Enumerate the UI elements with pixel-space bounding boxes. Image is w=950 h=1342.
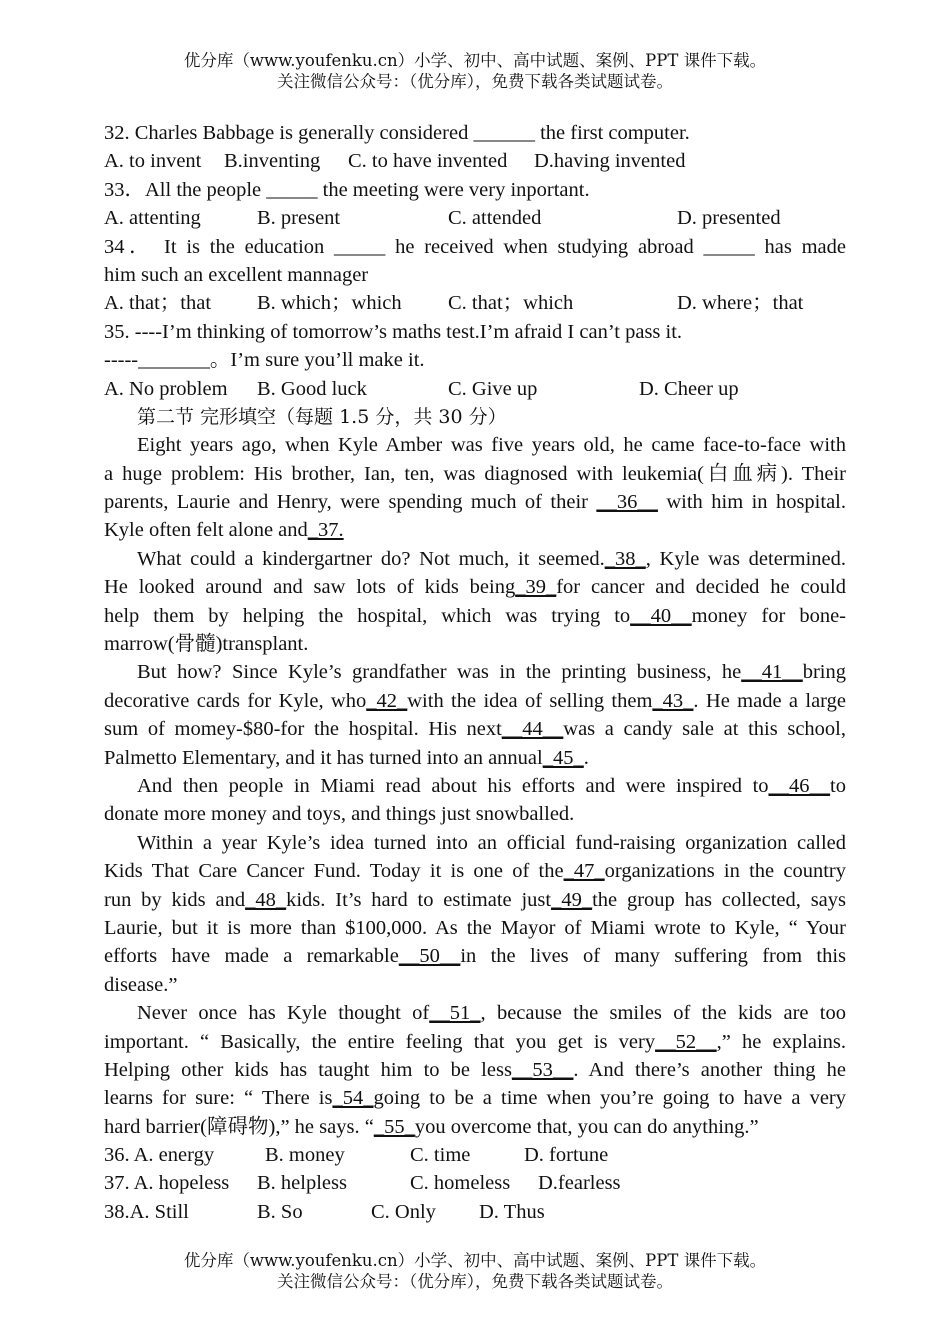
blank-53: __53__ [511, 1058, 574, 1081]
text: efforts have made a remarkable [104, 945, 399, 968]
passage-line: Eight years ago, when Kyle Amber was five years old, he came face-to-face with [137, 434, 846, 457]
blank-55: _55_ [373, 1115, 415, 1138]
text: He looked around and saw lots of kids being [104, 576, 516, 599]
text: going to be a time when you’re going to have a very [373, 1087, 846, 1110]
question-33-stem: 33．All the people _____ the meeting were very inportant. [104, 178, 590, 201]
text: sum of momey-$80-for the hospital. His next [104, 718, 502, 741]
option-c: C. time [410, 1144, 471, 1167]
option-a: A. attenting [104, 207, 201, 230]
passage-line: disease.” [104, 973, 178, 996]
option-a: 38.A. Still [104, 1200, 189, 1223]
option-a: A. to invent [104, 150, 202, 173]
text: What could a kindergartner do? Not much, it seemed. [137, 547, 605, 570]
passage-line [104, 772, 846, 800]
text: kids. It’s hard to estimate just [286, 888, 552, 911]
blank-49: _49_ [551, 888, 593, 911]
text: Palmetto Elementary, and it has turned into an annual [104, 746, 543, 769]
text: run by kids and [104, 888, 246, 911]
option-d: D. presented [677, 207, 781, 230]
text: in the lives of many suffering from this [460, 945, 846, 968]
answer-options-38 [104, 1198, 846, 1226]
text: Kyle often felt alone and [104, 519, 308, 542]
blank-47: _47_ [563, 860, 605, 883]
question-32-stem: 32. Charles Babbage is generally considered ______ the first computer. [104, 122, 690, 144]
blank-45: _45_ [542, 746, 584, 769]
text: But how? Since Kyle’s grandfather was in the printing business, he [137, 661, 742, 684]
blank-37: _37. [307, 519, 344, 542]
text: hard barrier(障碍物),” he says. “ [104, 1115, 374, 1138]
passage-line [104, 1056, 846, 1084]
option-b: B. money [265, 1144, 345, 1167]
text: was a candy sale at this school, [563, 718, 847, 741]
text: ,” he explains. [716, 1030, 846, 1053]
option-c: C. attended [448, 207, 542, 230]
text: help them by helping the hospital, which was trying to [104, 604, 631, 627]
question-34-options [104, 289, 846, 317]
text: . He made a large [693, 689, 846, 712]
option-b: B. which；which [257, 292, 402, 315]
text: the group has collected, says [592, 888, 846, 911]
blank-40: __40__ [630, 604, 692, 627]
passage-line: donate more money and toys, and things just snowballed. [104, 803, 575, 826]
text: with him in hospital. [666, 491, 846, 514]
section-title: 第二节 完形填空（每题 1.5 分，共 30 分） [137, 405, 507, 428]
text: you overcome that, you can do anything.” [414, 1115, 759, 1138]
passage-line [104, 602, 846, 630]
text: . And there’s another thing he [573, 1058, 846, 1081]
text: Kids That Care Cancer Fund. Today it is one of the [104, 860, 564, 883]
question-34-stem-line-2: him such an excellent mannager [104, 263, 369, 286]
page-footer [0, 1250, 950, 1292]
passage-line: Laurie, but it is more than $100,000. As the Mayor of Miami wrote to Kyle, “ Your [104, 916, 846, 939]
option-b: B. helpless [257, 1172, 347, 1195]
passage-line [104, 488, 846, 516]
blank-48: _48_ [245, 888, 287, 911]
page-header [0, 50, 950, 92]
text: bring [802, 661, 846, 684]
option-c: C. Give up [448, 377, 538, 400]
blank-36: __36__ [596, 491, 658, 514]
option-b: B. present [257, 207, 341, 230]
blank-44: __44__ [501, 718, 564, 741]
answer-options-36 [104, 1141, 846, 1169]
option-c: C. to have invented [348, 150, 508, 173]
blank-38: _38_ [604, 547, 646, 570]
option-b: B.inventing [224, 150, 321, 173]
header-line-2: 关注微信公众号：（优分库），免费下载各类试题试卷。 [277, 72, 673, 91]
passage-line [104, 658, 846, 686]
text: . [583, 746, 589, 769]
option-c: C. that；which [448, 292, 574, 315]
text: parents, Laurie and Henry, were spending much of their [104, 491, 588, 514]
blank-46: __46__ [768, 774, 831, 797]
passage-line: marrow(骨髓)transplant. [104, 633, 309, 656]
option-b: B. So [257, 1200, 303, 1223]
passage-line [104, 744, 846, 772]
passage-line: a huge problem: His brother, Ian, ten, was diagnosed with leukemia(白血病). Their [104, 462, 846, 485]
passage-line [104, 857, 846, 885]
question-35-options [104, 375, 846, 403]
option-d: D. where；that [677, 292, 804, 315]
question-32-options [104, 147, 846, 175]
option-d: D.fearless [538, 1172, 621, 1195]
text: organizations in the country [604, 860, 846, 883]
question-34-stem-line-1: 34． It is the education _____ he received when studying abroad _____ has made [104, 235, 846, 258]
text: learns for sure: “ There is [104, 1087, 333, 1110]
passage-line [104, 573, 846, 601]
option-d: D. Thus [479, 1200, 545, 1223]
option-a: 37. A. hopeless [104, 1172, 230, 1195]
option-d: D. Cheer up [639, 377, 739, 400]
passage-line [104, 715, 846, 743]
footer-line-2: 关注微信公众号：（优分库），免费下载各类试题试卷。 [277, 1272, 673, 1291]
option-a: 36. A. energy [104, 1144, 215, 1167]
option-a: A. No problem [104, 377, 228, 400]
passage-line [104, 886, 846, 914]
passage-line [104, 545, 846, 573]
text: , Kyle was determined. [645, 547, 846, 570]
blank-50: __50__ [398, 945, 461, 968]
passage-line [104, 1028, 846, 1056]
blank-52: __52__ [655, 1030, 717, 1053]
text: important. “ Basically, the entire feeling that you get is very [104, 1030, 656, 1053]
option-d: D. fortune [524, 1144, 609, 1167]
text: to [830, 774, 846, 797]
option-c: C. Only [371, 1200, 436, 1223]
question-33-options [104, 204, 846, 232]
blank-42: _42_ [366, 689, 408, 712]
passage-line [104, 942, 846, 970]
option-d: D.having invented [534, 150, 686, 173]
text: for cancer and decided he could [556, 576, 846, 599]
blank-51: __51_ [429, 1002, 481, 1025]
passage-line [104, 1084, 846, 1112]
option-a: A. that；that [104, 292, 212, 315]
blank-54: _54_ [332, 1087, 374, 1110]
text: Helping other kids has taught him to be less [104, 1058, 512, 1081]
text: with the idea of selling them [407, 689, 653, 712]
passage-line [104, 1113, 846, 1141]
question-35-stem-line-2: -----_______。I’m sure you’ll make it. [104, 349, 425, 372]
text: money for bone- [691, 604, 846, 627]
text: , because the smiles of the kids are too [480, 1002, 847, 1025]
passage-line [104, 687, 846, 715]
answer-options-37 [104, 1169, 846, 1197]
blank-39: _39_ [515, 576, 557, 599]
blank-43: _43_ [652, 689, 694, 712]
passage-line [104, 999, 846, 1027]
text: decorative cards for Kyle, who [104, 689, 367, 712]
text: Never once has Kyle thought of [137, 1002, 430, 1025]
passage-line: Within a year Kyle’s idea turned into an official fund-raising organization called [137, 831, 846, 854]
text: And then people in Miami read about his efforts and were inspired to [137, 774, 769, 797]
exam-content [104, 119, 846, 1226]
question-35-stem-line-1: 35. ----I’m thinking of tomorrow’s maths test.I’m afraid I can’t pass it. [104, 320, 683, 343]
footer-line-1: 优分库（www.youfenku.cn）小学、初中、高中试题、案例、PPT 课件下载。 [183, 1251, 767, 1270]
blank-41: __41__ [741, 661, 803, 684]
option-c: C. homeless [410, 1172, 511, 1195]
header-line-1: 优分库（www.youfenku.cn）小学、初中、高中试题、案例、PPT 课件下载。 [183, 51, 767, 70]
passage-line [104, 516, 846, 544]
option-b: B. Good luck [257, 377, 367, 400]
